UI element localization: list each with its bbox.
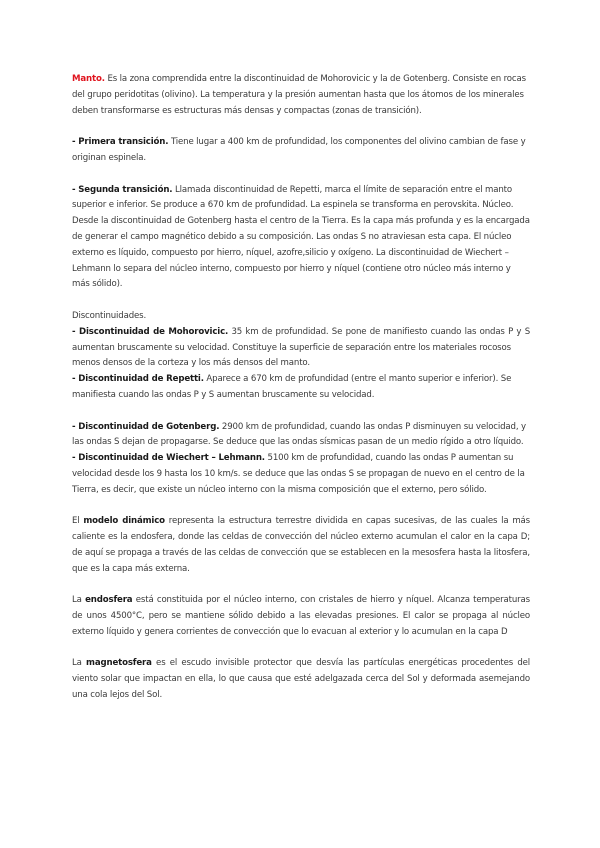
repetti-text: Aparece a 670 km de profundidad (entre el manto superior e inferior). Se manifiesta cuando las ondas P y S aumentan bruscamente su velocidad. bbox=[72, 374, 512, 400]
mohorovicic-text-continued: menos densos de la corteza y los más densos del manto. bbox=[72, 358, 310, 369]
magnetosfera-pre: La bbox=[72, 658, 87, 669]
magnetosfera-text: es el escudo invisible protector que desvía las partículas energéticas procedentes del viento solar que impactan en ella, lo que causa que esté adelgazada cerca del Sol y deformada asemejando una cola lejos del Sol. bbox=[72, 658, 530, 701]
segunda-transicion-text: Llamada discontinuidad de Repetti, marca el límite de separación entre el manto superior e inferior. Se produce a 670 km de profundidad. La espinela se transforma en perovskita. Núcleo. Desde la discontinuidad de Gotenberg hasta el centro de la Tierra. Es la capa más profunda y es la encargada de generar el campo magnético debido a su composición. Las ondas S no atraviesan esta capa. El núcleo externo es líquido, compuesto por hierro, níquel, azofre,silicio y oxígeno. La discontinuidad de Wiechert – Lehmann lo separa del núcleo interno, compuesto por hierro y níquel (contiene otro núcleo más interno y más sólido). bbox=[72, 184, 530, 290]
paragraph-segunda-transicion bbox=[72, 183, 530, 294]
term-modelo-dinamico: modelo dinámico bbox=[83, 516, 165, 527]
paragraph-repetti bbox=[72, 372, 530, 404]
term-repetti: - Discontinuidad de Repetti. bbox=[72, 374, 204, 385]
manto-text: Es la zona comprendida entre la discontinuidad de Mohorovicic y la de Gotenberg. Consiste en rocas del grupo peridotitas (olivino). La temperatura y la presión aumentan hasta que los átomos de los minerales deben transformarse es estructuras más densas y compactas (zonas de transición). bbox=[72, 74, 526, 116]
paragraph-modelo-dinamico bbox=[72, 514, 530, 577]
term-segunda-transicion: - Segunda transición. bbox=[72, 184, 173, 195]
paragraph-magnetosfera bbox=[72, 656, 530, 703]
term-manto: Manto. bbox=[72, 74, 105, 84]
wiechert-text: 5100 km de profundidad, cuando las ondas P aumentan su velocidad desde los 9 hasta los 10 km/s. se deduce que las ondas S se propagan de nuevo en el centro de la Tierra, es decir, que existe un núcleo interno con la misma composición que el externo, pero sólido. bbox=[72, 453, 525, 495]
term-primera-transicion: - Primera transición. bbox=[72, 137, 169, 148]
gotenberg-text: 2900 km de profundidad, cuando las ondas P disminuyen su velocidad, y las ondas S dejan de propagarse. Se deduce que las ondas sísmicas pasan de un medio rígido a otro líquido. bbox=[72, 421, 526, 448]
paragraph-gotenberg bbox=[72, 420, 530, 452]
paragraph-primera-transicion bbox=[72, 135, 530, 167]
primera-transicion-text: Tiene lugar a 400 km de profundidad, los componentes del olivino cambian de fase y originan espinela. bbox=[72, 137, 526, 163]
term-endosfera: endosfera bbox=[85, 595, 133, 606]
paragraph-endosfera bbox=[72, 593, 530, 640]
endosfera-text: está constituida por el núcleo interno, con cristales de hierro y níquel. Alcanza temperaturas de unos 4500°C, pero se mantiene sólido debido a las elevadas presiones. El calor se propaga al núcleo externo líquido y genera corrientes de convección que lo evacuan al exterior y lo acumulan en la capa D bbox=[72, 595, 530, 637]
modelo-dinamico-text: representa la estructura terrestre dividida en capas sucesivas, de las cuales la más caliente es la endosfera, donde las celdas de convección del núcleo externo acumulan el calor en la capa D; de aquí se propaga a través de las celdas de convección que se establecen en la mesosfera hasta la litosfera, que es la capa más externa. bbox=[72, 516, 531, 574]
endosfera-pre: La bbox=[72, 595, 86, 606]
modelo-dinamico-pre: El bbox=[72, 516, 84, 527]
paragraph-mohorovicic bbox=[72, 325, 530, 357]
term-wiechert: - Discontinuidad de Wiechert – Lehmann. bbox=[72, 453, 265, 464]
paragraph-wiechert bbox=[72, 451, 530, 498]
term-magnetosfera: magnetosfera bbox=[86, 658, 152, 669]
term-mohorovicic: - Discontinuidad de Mohorovicic. bbox=[72, 326, 229, 337]
mohorovicic-text: 35 km de profundidad. Se pone de manifiesto cuando las ondas P y S aumentan bruscamente su velocidad. Constituye la superficie de separación entre los materiales rocosos bbox=[72, 326, 530, 353]
discontinuidades-heading: Discontinuidades. bbox=[72, 310, 147, 321]
paragraph-manto bbox=[72, 72, 530, 119]
term-gotenberg: - Discontinuidad de Gotenberg. bbox=[72, 421, 220, 432]
